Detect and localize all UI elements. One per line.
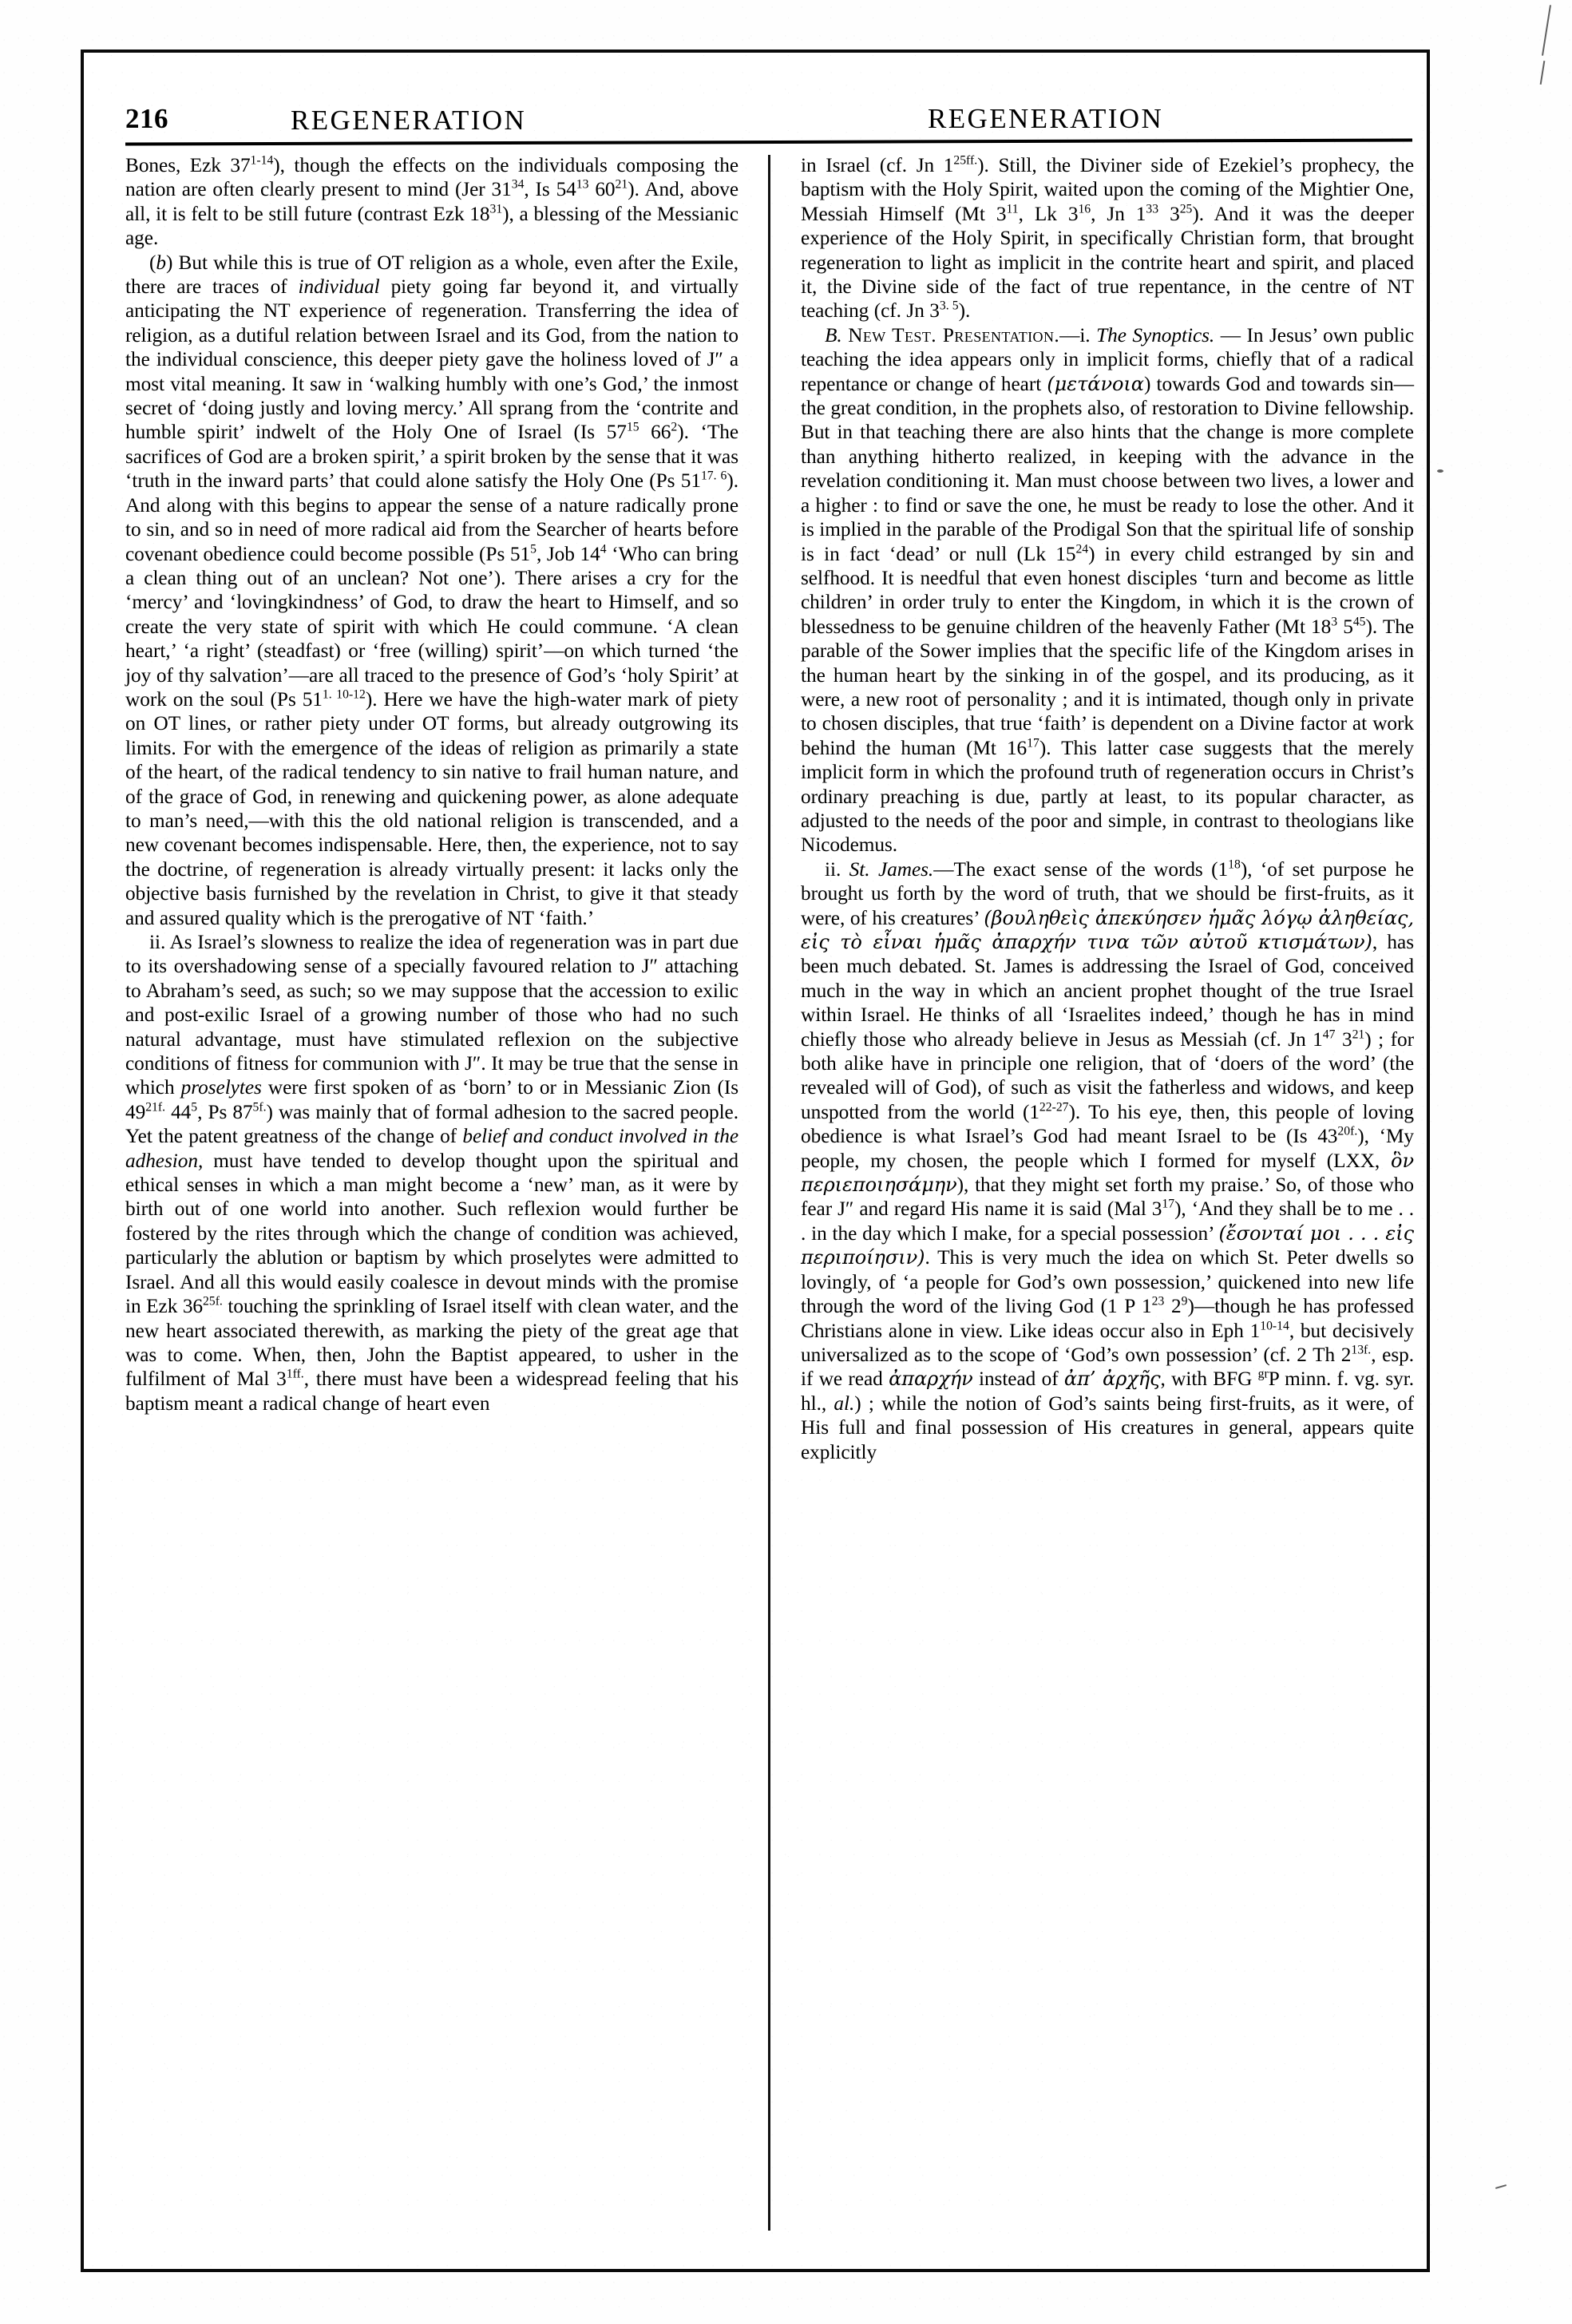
two-column-body: [125, 153, 1414, 2256]
scripture-verse-ref: 5: [191, 1100, 198, 1114]
scripture-verse-ref: 5f.: [252, 1100, 267, 1114]
scripture-verse-ref: 23: [1151, 1294, 1165, 1308]
scripture-verse-ref: 25: [1179, 202, 1193, 216]
italic-text: al.: [834, 1392, 855, 1415]
scripture-verse-ref: 3. 5: [939, 299, 959, 314]
scripture-verse-ref: 4: [600, 542, 607, 556]
body-paragraph: B. New Test. Presentation.—i. The Synoptics. — In Jesus’ own public teaching the idea appears only in implicit forms, chiefly that of a radical repentance or change of heart (μετάνοια) towards God and towards sin—the great condition, in the prophets also, of restoration to Divine fellowship. But in that teaching there are also hints that the change is more complete than anything hitherto realized, in keeping with the advance in the revelation conditioning it. Man must choose between two lives, a lower and a higher : to find or save the one, he must be ready to lose the other. And it is implied in the parable of the Prodigal Son that the spiritual life of sonship is in fact ‘dead’ or null (Lk $15^{24}$) in every child estranged by sin and selfhood. It is needful that even honest disciples ‘turn and become as little children’ in order truly to enter the Kingdom, in which it is the crown of blessedness to be genuine children of the heavenly Father (Mt $18^3$ $5^{45}$). The parable of the Sower implies that the specific life of the Kingdom arises in the human heart by the sinking in of the gospel, and its producing, as it were, a new root of personality ; and it is intimated, though only in private to chosen disciples, that true ‘faith’ is dependent on a Divine factor at work behind the human (Mt $16^{17}$). This latter case suggests that the merely implicit form in which the profound truth of regeneration occurs in Christ’s ordinary preaching is due, partly at least, to its popular character, as adjusted to the needs of the poor and simple, in contrast to theologians like Nicodemus.: [801, 323, 1415, 857]
scan-edge-artifact: [1540, 61, 1546, 85]
scripture-verse-ref: 18: [1228, 857, 1241, 872]
greek-text: (μετάνοια: [1047, 372, 1144, 395]
scan-speck-artifact: [1437, 469, 1443, 473]
scripture-verse-ref: 3: [1331, 615, 1338, 629]
greek-text: (ἔσονταί μοι . . . εἰς περιποίησιν): [801, 1221, 1414, 1269]
scripture-verse-ref: 21: [1352, 1027, 1365, 1042]
greek-text: ἀπαρχήν: [889, 1368, 973, 1391]
scripture-verse-ref: 25ff.: [953, 153, 978, 168]
scan-edge-artifact: [1495, 2184, 1507, 2189]
column-divider-rule: [768, 155, 770, 2231]
small-caps-heading: New Test. Presentation.: [848, 323, 1060, 346]
scripture-verse-ref: 2: [671, 421, 678, 435]
greek-text: (βουληθεὶς ἀπεκύησεν ἡμᾶς λόγῳ ἀληθείας, εἰς τὸ εἶναι ἡμᾶς ἀπαρχήν τινα τῶν αὐτοῦ κτισμάτων): [801, 906, 1414, 953]
scripture-verse-ref: 1ff.: [286, 1367, 304, 1381]
column-gutter: [738, 153, 801, 2256]
scripture-verse-ref: 9: [1181, 1294, 1188, 1308]
scripture-verse-ref: 47: [1322, 1027, 1336, 1042]
scripture-verse-ref: 21f.: [145, 1100, 166, 1114]
body-paragraph: ii. St. James.—The exact sense of the words $(1^{18})$, ‘of set purpose he brought us forth by the word of truth, that we should be first-fruits, as it were, of his creatures’ (βουληθεὶς ἀπεκύησεν ἡμᾶς λόγῳ ἀληθείας, εἰς τὸ εἶναι ἡμᾶς ἀπαρχήν τινα τῶν αὐτοῦ κτισμάτων), has been much debated. St. James is addressing the Israel of God, conceived much in the way in which an ancient prophet thought of the true Israel within Israel. He thinks of all ‘Israelites indeed,’ though he has in mind chiefly those who already believe in Jesus as Messiah (cf. Jn $1^{47}$ $3^{21}$) ; for both alike have in principle one religion, that of ‘doers of the word’ (the revealed will of God), of such as visit the fatherless and widows, and keep unspotted from the world (1$^{22-27}$). To his eye, then, this people of loving obedience is what Israel’s God had meant Israel to be (Is $43^{20f.}$), ‘My people, my chosen, the people which I formed for myself (LXX, ὃν περιεποιησάμην), that they might set forth my praise.’ So, of those who fear J″ and regard His name it is said (Mal $3^{17}$), ‘And they shall be to me . . . in the day which I make, for a special possession’ (ἔσονταί μοι . . . εἰς περιποίησιν). This is very much the idea on which St. Peter dwells so lovingly, of ‘a people for God’s own possession,’ quickened into new life through the word of the living God (1 P $1^{23}$ $2^9)—though$ he has professed Christians alone in view. Like ideas occur also in Eph 1$^{10-14}$, but decisively universalized as to the scope of ‘God’s own possession’ (cf. 2 Th $2^{13f.}$, esp. if we read ἀπαρχήν instead of ἀπ’ ἀρχῆς, with BFG $^{gr}$P minn. f. vg. syr. hl., al.) ; while the notion of God’s saints being first-fruits, as it were, of His full and final possession of His creatures in general, appears quite explicitly: [801, 857, 1415, 1463]
greek-text: ὃν περιεποιησάμην: [801, 1149, 1414, 1197]
scripture-verse-ref: 13: [576, 177, 589, 192]
scripture-verse-ref: 11: [1006, 202, 1019, 216]
scripture-verse-ref: 17. 6: [700, 469, 727, 483]
running-head-title-left: REGENERATION: [291, 105, 527, 136]
page-border-frame: [81, 49, 1430, 2272]
scripture-verse-ref: 5: [530, 542, 537, 556]
italic-text: belief and conduct involved in the adhesion,: [125, 1125, 739, 1172]
text-column-right: [801, 153, 1414, 1464]
running-head-title-right: REGENERATION: [928, 103, 1164, 134]
scripture-verse-ref: 1. 10-12: [322, 687, 366, 702]
greek-text: ἀπ’ ἀρχῆς: [1063, 1368, 1161, 1391]
scripture-verse-ref: 33: [1146, 202, 1159, 216]
header-rule: [125, 138, 1412, 145]
scripture-verse-ref: 20f.: [1337, 1124, 1358, 1138]
body-paragraph: ii. As Israel’s slowness to realize the idea of regeneration was in part due to its overshadowing sense of a specially favoured relation to J″ attaching to Abraham’s seed, as such; so we may suppose that the accession to exilic and post-exilic Israel of a growing number of those who had no such natural advantage, must have stimulated reflexion on the subjective conditions of fitness for communion with J″. It may be true that the sense in which proselytes were first spoken of as ‘born’ to or in Messianic Zion (Is $49^{21f.}$ $44^5$, Ps $87^{5f.}$) was mainly that of formal adhesion to the sacred people. Yet the patent greatness of the change of belief and conduct involved in the adhesion, must have tended to develop thought upon the spiritual and ethical senses in which a man might become a ‘new’ man, as it were by birth out of one world into another. Such reflexion would further be fostered by the rites through which the change of condition was achieved, particularly the ablution or baptism by which proselytes were admitted to Israel. And all this would easily coalesce in devout minds with the promise in Ezk $36^{25f.}$ touching the sprinkling of Israel itself with clean water, and the new heart associated therewith, as marking the piety of the great age that was to come. When, then, John the Baptist appeared, to usher in the fulfilment of Mal $3^{1ff.}$, there must have been a widespread feeling that his baptism meant a radical change of heart even: [125, 931, 739, 1415]
body-paragraph: (b) But while this is true of OT religion as a whole, even after the Exile, there are traces of individual piety going far beyond it, and virtually anticipating the NT experience of regeneration. Transferring the idea of religion, as a dutiful relation between Israel and its God, from the nation to the individual conscience, this deeper piety gave the holiness loved of J″ a most vital meaning. It saw in ‘walking humbly with one’s God,’ the inmost secret of ‘doing justly and loving mercy.’ All sprang from the ‘contrite and humble spirit’ indwelt of the Holy One of Israel (Is $57^{15}$ $66^2$). ‘The sacrifices of God are a broken spirit,’ a spirit broken by the sense that it was ‘truth in the inward parts’ that could alone satisfy the Holy One (Ps $51^{17. 6}$). And along with this begins to appear the sense of a nature radically prone to sin, and so in need of more radical aid from the Searcher of hearts before covenant obedience could become possible (Ps $51^5$, Job $14^4$ ‘Who can bring a clean thing out of an unclean? Not one’). There arises a cry for the ‘mercy’ and ‘lovingkindness’ of God, to draw the heart to Himself, and so create the very state of spirit with which He could commune. ‘A clean heart,’ ‘a right’ (steadfast) or ‘free (willing) spirit’—on which turned ‘the joy of thy salvation’—are all traced to the presence of God’s ‘holy Spirit’ at work on the soul (Ps $51^{1. 10-12}$). Here we have the high-water mark of piety on OT lines, or rather piety under OT forms, but already outgrowing its limits. For with the emergence of the ideas of religion as primarily a state of the heart, of the radical tendency to sin native to frail human nature, and of the grace of God, in renewing and quickening power, as alone adequate to man’s need,—with this the old national religion is transcended, and a new covenant becomes indispensable. Here, then, the experience, not to say the doctrine, of regeneration is already virtually present: it lacks only the objective basis furnished by the revelation in Christ, to give it that steady and assured quality which is the prerogative of NT ‘faith.’: [125, 251, 739, 929]
running-head: [105, 67, 1406, 136]
scripture-verse-ref: 10-14: [1260, 1319, 1289, 1333]
scripture-verse-ref: 31: [489, 202, 503, 216]
scripture-verse-ref: 22-27: [1039, 1100, 1069, 1114]
scripture-verse-ref: 25f.: [203, 1294, 223, 1308]
italic-text: individual: [298, 275, 380, 299]
scripture-verse-ref: gr: [1257, 1367, 1269, 1381]
scripture-verse-ref: 17: [1027, 736, 1039, 750]
italic-text: The Synoptics.: [1096, 323, 1215, 346]
body-paragraph: Bones, Ezk 37$^{1-14}$), though the effects on the individuals composing the nation are often clearly present to mind (Jer $31^{34}$, Is $54^{13}$ $60^{21}$). And, above all, it is felt to be still future (contrast Ezk $18^{31}$), a blessing of the Messianic age.: [125, 153, 739, 250]
scripture-verse-ref: 24: [1075, 542, 1089, 556]
scripture-verse-ref: 17: [1162, 1198, 1175, 1212]
scripture-verse-ref: 15: [626, 421, 639, 435]
italic-text: B.: [825, 323, 842, 346]
text-column-left: [125, 153, 738, 1415]
scripture-verse-ref: 16: [1078, 202, 1091, 216]
italic-text: b: [156, 251, 166, 274]
page-number: 216: [125, 103, 168, 134]
italic-text: proselytes: [180, 1076, 262, 1099]
scripture-verse-ref: 1-14: [250, 153, 274, 168]
scripture-verse-ref: 34: [511, 177, 525, 192]
scripture-verse-ref: 13f.: [1351, 1343, 1372, 1357]
scan-edge-artifact: [1542, 5, 1551, 56]
body-paragraph: in Israel (cf. Jn $1^{25ff.}$). Still, the Diviner side of Ezekiel’s prophecy, the baptism with the Holy Spirit, waited upon the coming of the Mightier One, Messiah Himself (Mt $3^{11}$, Lk $3^{16}$, Jn $1^{33}$ $3^{25}$). And it was the deeper experience of the Holy Spirit, in specifically Christian form, that brought regeneration to light as implicit in the contrite heart and spirit, and placed it, the Divine side of the fact of true repentance, in the centre of NT teaching (cf. Jn $3^{3. 5}$).: [801, 153, 1415, 323]
scripture-verse-ref: 45: [1352, 615, 1366, 629]
scripture-verse-ref: 21: [615, 177, 628, 192]
italic-text: St. James.: [849, 857, 934, 881]
page-content-area: [105, 67, 1415, 2256]
